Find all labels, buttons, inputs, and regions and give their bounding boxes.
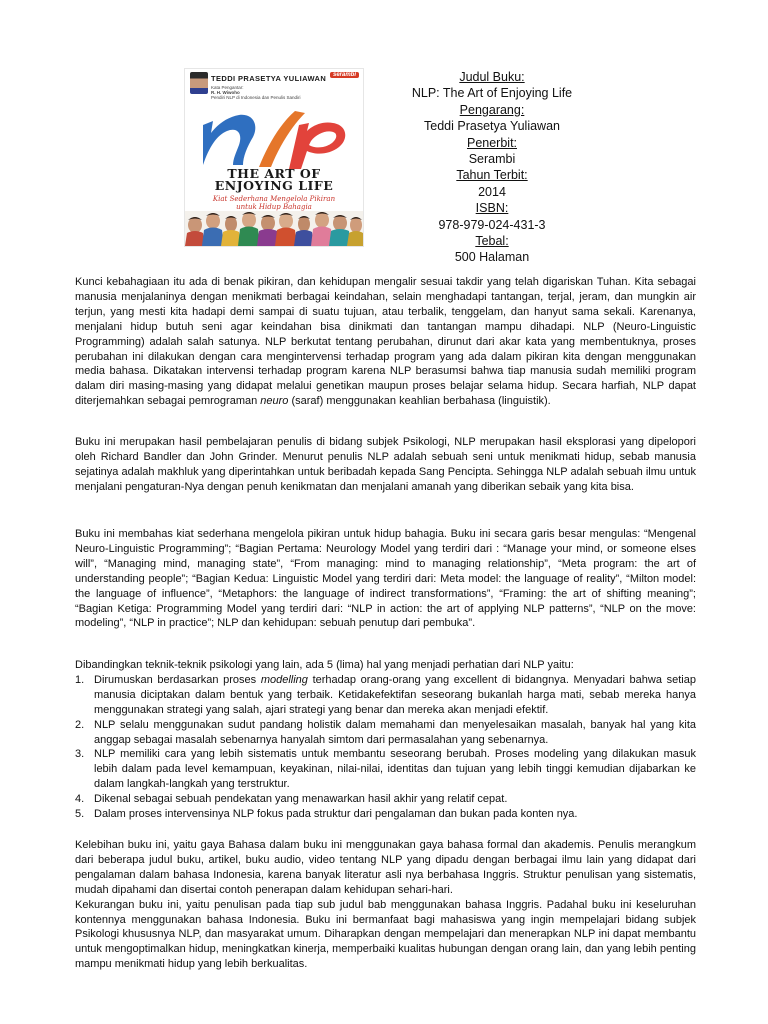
paragraph-text: Kunci kebahagiaan itu ada di benak pikiran, dan kehidupan mengalir sesuai takdir yang telah digariskan Tuhan. Kita sebagai manusia menjalaninya dengan menikmati berbagai keindahan, selain menghadapi tantangan, terjal, jeram, dan mungkin air terjun, yang mesti kita hadapi demi sampai di suatu tujuan, atau terbalik, tenggelam, dan hanyut sama sekali. Karenanya, menjalani hidup butuh seni agar keindahan bisa dinikmati dan tantangan mampu dihadapi. NLP (Neuro-Linguistic Programming) adalah salah satunya. NLP berkutat tentang perubahan, dirunut dari akar kata yang membentuknya, proses perubahan ini dilakukan dengan cara mengintervensi terhadap program yang ada dalam pikiran kita dengan menggunakan media bahasa. Dikatakan intervensi terhadap program karena NLP berasumsi bahwa tiap manusia sudah memiliki program dalam diri masing-masing yang didapat melalui genetikan maupun proses belajar selama hidup. Secara harfiah, NLP dapat diterjemahkan sebagai pemrograman <box>75 276 696 408</box>
cover-subtitle-line: Kiat Sederhana Mengelola Pikiran <box>212 195 336 203</box>
list-item-text: Dirumuskan berdasarkan proses <box>94 673 261 686</box>
publisher-logo: serambi <box>330 72 359 78</box>
list-item-text: terhadap orang-orang yang excellent di bidangnya. Menyadari bahwa setiap manusia diciptakan dalam bentuk yang terbaik. Ketidakefektifan seseorang bukanlah harga mati, sebab mereka hanya menggunakan strategi yang salah, ajari strategi yang benar dan mereka akan menjadi efektif. <box>94 673 696 716</box>
judul-value: NLP: The Art of Enjoying Life <box>411 86 573 101</box>
paragraph-italic-text: neuro <box>260 395 289 408</box>
list-item-number: 2. <box>75 718 85 731</box>
judul-label: Judul Buku: <box>459 70 525 84</box>
list-item-italic-text: modelling <box>260 673 308 686</box>
pengarang-label: Pengarang: <box>459 102 525 117</box>
paragraph-text: Buku ini merupakan hasil pembelajaran penulis di bidang subjek Psikologi, NLP merupakan hasil eksplorasi yang dipelopori oleh Richard Bandler dan John Grinder. Menurut penulis NLP adalah sebuah seni untuk menikmati hidup, sebab manusia sejatinya adalah makhluk yang diperintahkan untuk beribadah kepada Sang Pencipta. Sehingga NLP adalah sebuah ilmu untuk menjalani pengaturan-Nya dengan penuh kenikmatan dan menjalani amanah yang diberikan sebaik yang kita bisa. <box>75 436 696 493</box>
isbn-label: ISBN: <box>475 201 509 216</box>
tahun-value: 2014 <box>478 184 506 199</box>
cover-subtitle-line: untuk Hidup Bahagia <box>236 203 312 211</box>
cover-foreword-line: Pendiri NLP di Indonesia dan Penulis Sandiri <box>211 95 301 100</box>
penerbit-value: Serambi <box>468 152 516 167</box>
paragraph-text: Dibandingkan teknik-teknik psikologi yang lain, ada 5 (lima) hal yang menjadi perhatian dari NLP yaitu: <box>75 659 574 671</box>
list-item <box>75 747 696 792</box>
paragraph-text: (saraf) menggunakan keahlian berbahasa (linguistik). <box>288 395 551 408</box>
cover-foreword-line: Kata Pengantar: <box>211 85 244 90</box>
list-item <box>75 673 696 718</box>
nlp-logo <box>197 107 351 173</box>
pengarang-value: Teddi Prasetya Yuliawan <box>424 119 560 134</box>
paragraph-intro <box>75 275 696 409</box>
paragraph-weaknesses: Kekurangan buku ini, yaitu penulisan pada tiap sub judul bab menggunakan bahasa Inggris. Padahal buku ini keseluruhan kontennya menggunakan bahasa Indonesia. Buku ini bermanfaat bagi mahasiswa yang ingin mempelajari bidang subjek Psikologi khususnya NLP, dan masyarakat umum. Diharapkan dengan mempelajari dan menerapkan NLP ini dapat membantu untuk mengoptimalkan hidup, meningkatkan kinerja, memperbaiki kualitas hubungan dengan orang lain, dan yang lebih penting mampu menikmati hidup yang lebih berkualitas. <box>75 898 696 971</box>
cover-foreword-line: R. H. Wiwoho <box>211 90 240 95</box>
paragraph-review <box>75 838 696 972</box>
cover-foreword <box>211 85 300 100</box>
list-item-number: 3. <box>75 748 85 761</box>
list-item-text: NLP selalu menggunakan sudut pandang holistik dalam memahami dan menyelesaikan masalah, banyak hal yang kita anggap sebagai masalah sebenarnya hanyalah simtom dari permasalahan yang sebenarnya. <box>94 718 696 746</box>
book-info <box>392 69 592 266</box>
list-item-number: 4. <box>75 793 85 806</box>
paragraph-contents <box>75 527 696 631</box>
author-photo <box>190 72 208 94</box>
isbn-value: 978-979-024-431-3 <box>438 217 546 232</box>
paragraph-nlp-points <box>75 658 696 822</box>
list-item-text: Dikenal sebagai sebuah pendekatan yang menawarkan hasil akhir yang relatif cepat. <box>94 793 508 806</box>
list-item <box>75 792 696 807</box>
cover-title-line: THE ART OF <box>227 166 321 181</box>
cover-author: TEDDI PRASETYA YULIAWAN <box>211 74 327 83</box>
paragraph-author-background <box>75 435 696 495</box>
cover-title-line: ENJOYING LIFE <box>214 178 334 193</box>
paragraph-strengths: Kelebihan buku ini, yaitu gaya Bahasa dalam buku ini menggunakan gaya bahasa formal dan akademis. Penulis merangkum dari beberapa judul buku, artikel, buku audio, video tentang NLP yang dipadu dengan berbagai ilmu lain yang didapat dari pengalaman dalam bahasa Indonesia, karena banyak literatur asli nya berbahasa Inggris. Struktur penulisan yang sistematis, mudah dipahami dan disertai contoh penerapan dalam kehidupan sehari-hari. <box>75 839 696 896</box>
list-item-number: 5. <box>75 808 85 821</box>
list-item-text: Dalam proses intervensinya NLP fokus pada struktur dari pengalaman dan bukan pada konten nya. <box>94 808 578 821</box>
nlp-logo-n <box>203 115 255 165</box>
numbered-list <box>75 673 696 822</box>
list-item-number: 1. <box>75 673 85 686</box>
list-item <box>75 718 696 748</box>
cover-people-photo <box>185 211 363 246</box>
tebal-label: Tebal: <box>475 234 509 249</box>
book-cover-image <box>184 68 364 247</box>
paragraph-text: Buku ini membahas kiat sederhana mengelola pikiran untuk hidup bahagia. Buku ini secara garis besar mengulas: “Mengenal Neuro-Linguistic Programming”; “Bagian Pertama: Neurology Model yang terdiri dari : “Manage your mind, or someone elses will”, “Managing mind, managing state”, “From managing: mind to managing relationship”, “Meta program: the art of understanding people”; “Bagian Kedua: Linguistic Model yang terdiri dari: Meta model: the language of reality”, “Milton model: the language of influence”, “Metaphors: the language of indirect transformations”, “Framing: the art of shifting meaning”; “Bagian Ketiga: Programming Model yang terdiri dari: “NLP in action: the art of applying NLP patterns”, “NLP on the move: modeling”, “NLP in practice”; NLP dan kehidupan: sebuah penutup dari pembuka”. <box>75 528 696 630</box>
tahun-label: Tahun Terbit: <box>456 168 528 183</box>
penerbit-label: Penerbit: <box>466 135 518 150</box>
list-item-text: NLP memiliki cara yang lebih sistematis untuk membantu seseorang berubah. Proses modeling yang dilakukan masuk lebih dalam pada level kemampuan, keyakinan, nilai-nilai, identitas dan tujuan yang lebih tinggi kemudian dijabarkan ke dalam langkah-langkah yang terstruktur. <box>94 748 696 791</box>
list-item <box>75 807 696 822</box>
cover-header <box>185 69 363 99</box>
tebal-value: 500 Halaman <box>454 250 530 265</box>
nlp-logo-p <box>289 122 345 169</box>
